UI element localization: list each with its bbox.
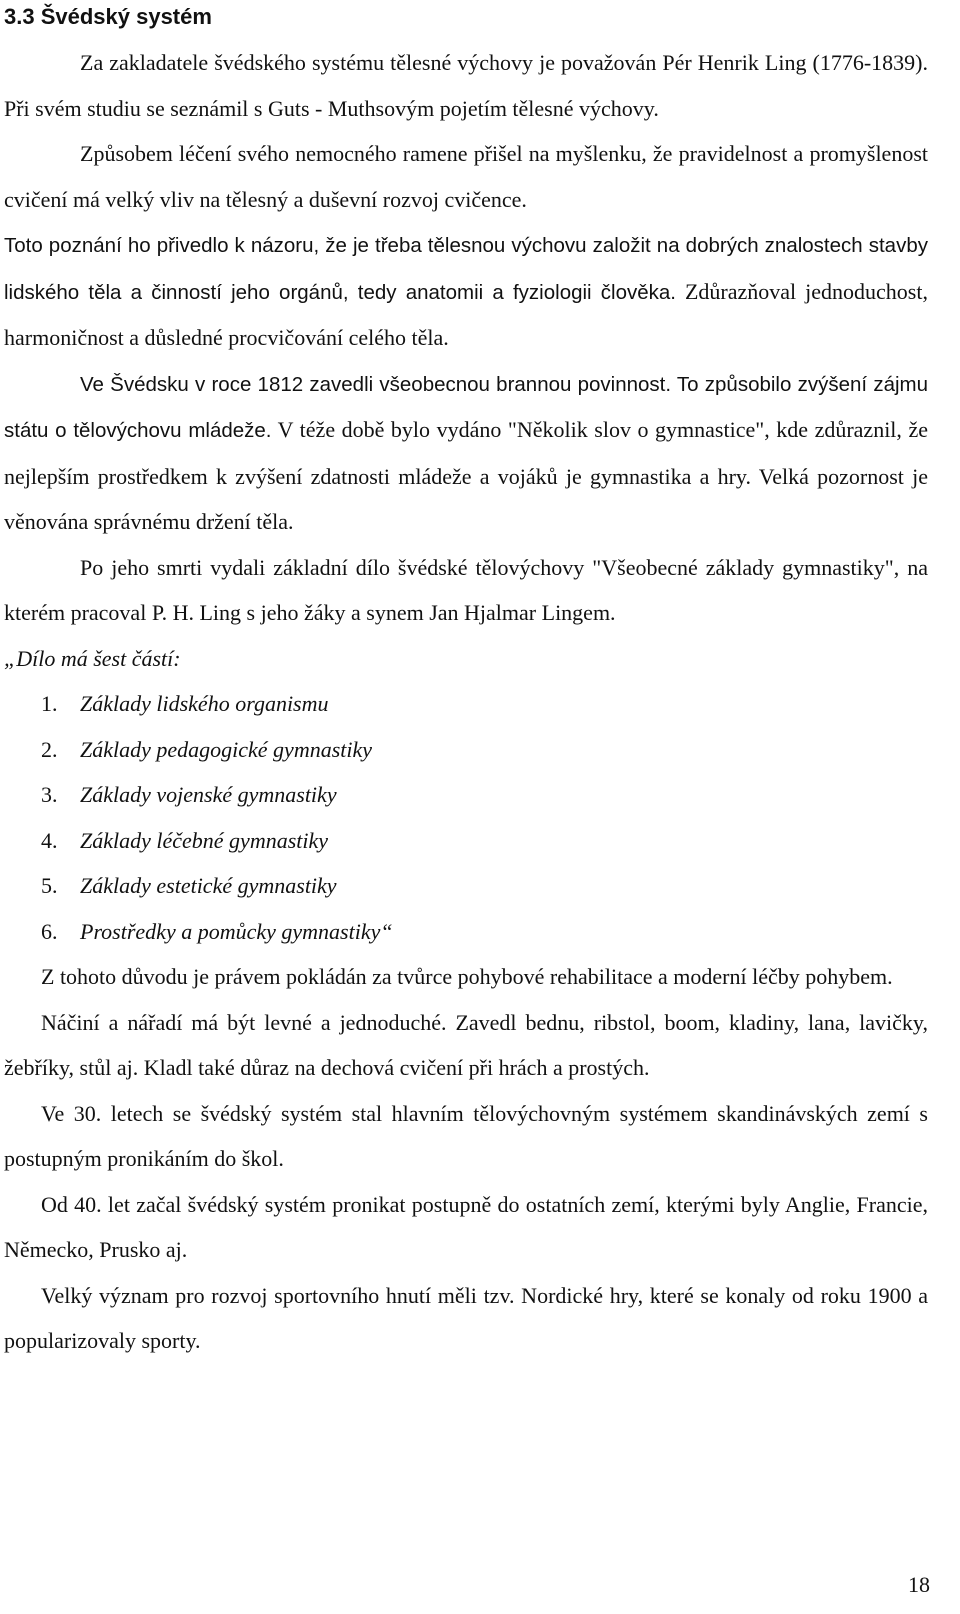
list-item bbox=[41, 909, 928, 955]
paragraph-rehabilitation: Z tohoto důvodu je právem pokládán za tvůrce pohybové rehabilitace a moderní léčby pohybem. bbox=[41, 964, 893, 989]
paragraph-treatment: Způsobem léčení svého nemocného ramene přišel na myšlenku, že pravidelnost a promyšlenost cvičení má velký vliv na tělesný a duševní rozvoj cvičence. bbox=[4, 141, 928, 212]
list-item-number: 6. bbox=[41, 918, 58, 944]
parts-list bbox=[4, 681, 928, 954]
list-item-number: 1. bbox=[41, 691, 58, 716]
paragraph-sweden-1812-part-a: Ve Švédsku v roce 1812 zavedli všeobecnou brannou povinnost. To způsobilo zvýšení zájmu státu o tělovýchovu mládeže. bbox=[4, 372, 928, 442]
paragraph-nordic-games: Velký význam pro rozvoj sportovního hnutí měli tzv. Nordické hry, které se konaly od roku 1900 a popularizovaly sporty. bbox=[4, 1282, 928, 1353]
paragraph-sweden-1812-part-b: V téže době bylo vydáno "Několik slov o gymnastice", kde zdůraznil, že nejlepším prostředkem k zvýšení zdatnosti mládeže a vojáků je gymnastika a hry. Velká pozornost je věnována správnému držení těla. bbox=[4, 417, 928, 534]
document-body bbox=[4, 40, 928, 1364]
paragraph-knowledge-part-b: Zdůrazňoval jednoduchost, harmoničnost a důsledné procvičování celého těla. bbox=[4, 278, 928, 350]
list-item-number: 5. bbox=[41, 873, 58, 898]
section-heading: 3.3 Švédský systém bbox=[4, 4, 212, 29]
list-item-text: Základy pedagogické gymnastiky bbox=[80, 736, 373, 762]
list-item-text: Základy estetické gymnastiky bbox=[80, 873, 337, 898]
list-item bbox=[41, 818, 928, 864]
list-item-number: 4. bbox=[41, 827, 58, 853]
paragraph-equipment: Náčiní a nářadí má být levné a jednoduché. Zavedl bednu, ribstol, boom, kladiny, lana, lavičky, žebříky, stůl aj. Kladl také důraz na dechová cvičení při hrách a prostých. bbox=[4, 1009, 928, 1080]
list-item-text: Základy léčebné gymnastiky bbox=[80, 827, 329, 853]
page-number: 18 bbox=[908, 1572, 930, 1597]
paragraph-main-work: Po jeho smrti vydali základní dílo švédské tělovýchovy "Všeobecné základy gymnastiky", na kterém pracoval P. H. Ling s jeho žáky a synem Jan Hjalmar Lingem. bbox=[4, 554, 928, 625]
parts-intro: „Dílo má šest částí: bbox=[4, 645, 181, 671]
paragraph-forties: Od 40. let začal švédský systém pronikat postupně do ostatních zemí, kterými byly Anglie, Francie, Německo, Prusko aj. bbox=[4, 1191, 928, 1262]
list-item bbox=[41, 681, 928, 727]
list-item bbox=[41, 863, 928, 909]
list-item-text: Prostředky a pomůcky gymnastiky“ bbox=[80, 918, 393, 944]
list-item-number: 2. bbox=[41, 736, 58, 762]
paragraph-knowledge bbox=[4, 222, 928, 361]
paragraph-sweden-1812 bbox=[4, 361, 928, 545]
list-item-text: Základy lidského organismu bbox=[80, 691, 329, 716]
list-item bbox=[41, 772, 928, 818]
paragraph-thirties: Ve 30. letech se švédský systém stal hlavním tělovýchovným systémem skandinávských zemí s postupným pronikáním do škol. bbox=[4, 1100, 928, 1171]
paragraph-founder: Za zakladatele švédského systému tělesné výchovy je považován Pér Henrik Ling (1776-1839). Při svém studiu se seznámil s Guts - Muthsovým pojetím tělesné výchovy. bbox=[4, 50, 928, 121]
paragraph-knowledge-part-a: Toto poznání ho přivedlo k názoru, že je třeba tělesnou výchovu založit na dobrých znalostech stavby lidského těla a činností jeho orgánů, tedy anatomii a fyziologii člověka. bbox=[4, 234, 928, 304]
list-item-text: Základy vojenské gymnastiky bbox=[80, 782, 337, 807]
list-item bbox=[41, 727, 928, 773]
list-item-number: 3. bbox=[41, 782, 58, 807]
